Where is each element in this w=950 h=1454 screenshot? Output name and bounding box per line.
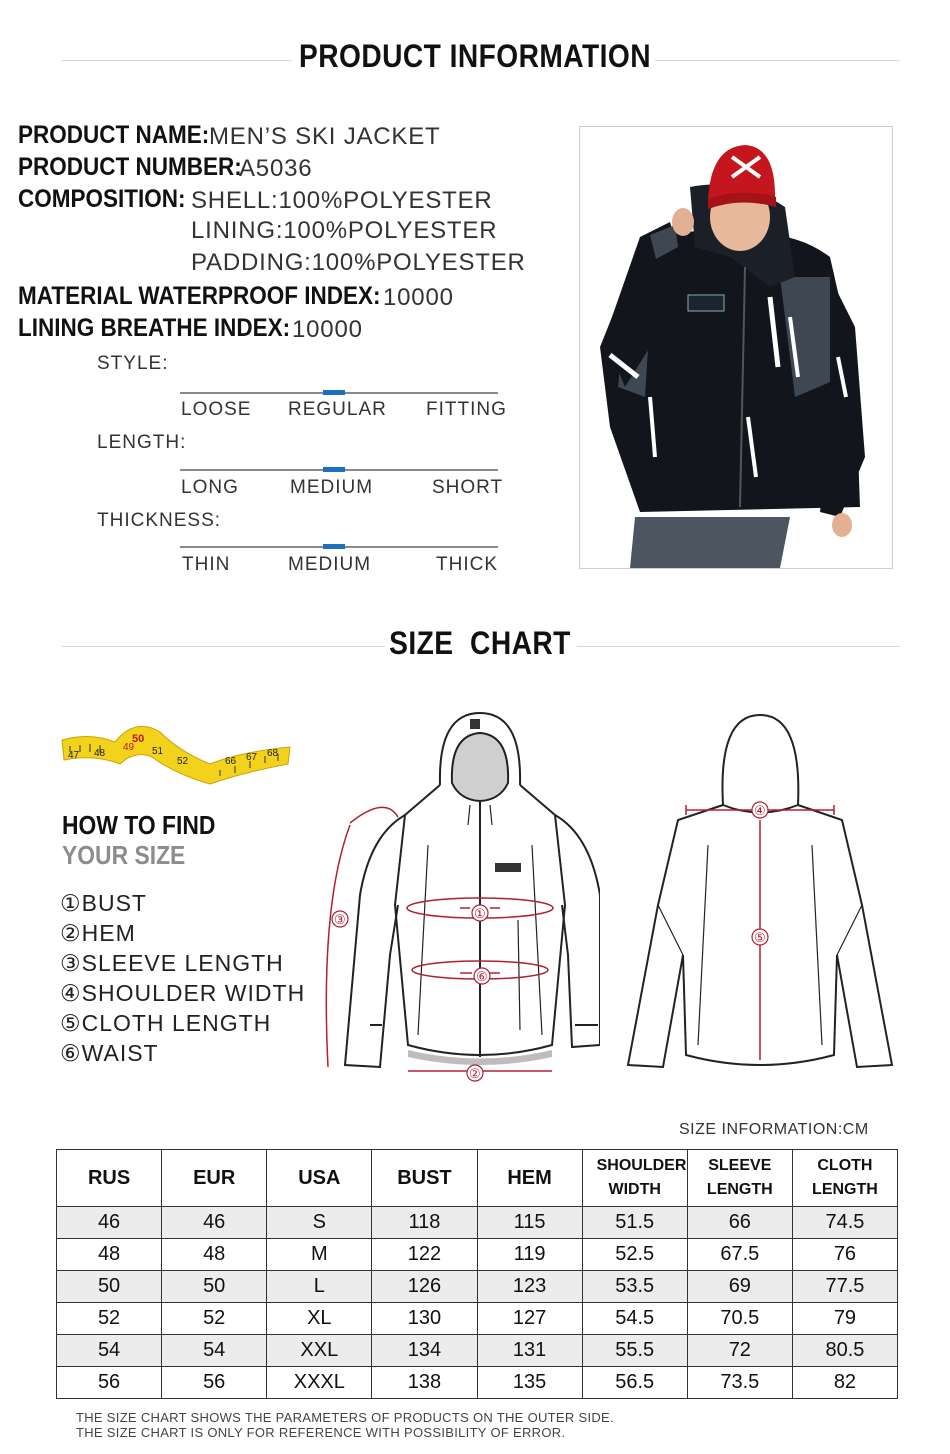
cell-cloth-length: 80.5 bbox=[792, 1335, 897, 1367]
cell-rus: 50 bbox=[57, 1271, 162, 1303]
cell-rus: 56 bbox=[57, 1367, 162, 1399]
tape-number-47: 47 bbox=[68, 750, 80, 761]
footnote-outer-side: THE SIZE CHART SHOWS THE PARAMETERS OF PRODUCTS ON THE OUTER SIDE. bbox=[76, 1410, 614, 1425]
title-rule-left bbox=[62, 60, 292, 61]
cell-sleeve-length: 66 bbox=[687, 1207, 792, 1239]
product-number-value: A5036 bbox=[239, 155, 313, 182]
ski-jacket-model-illustration bbox=[580, 127, 892, 568]
tape-number-49: 49 bbox=[123, 742, 135, 753]
composition-shell: SHELL:100%POLYESTER bbox=[191, 187, 493, 214]
cell-bust: 138 bbox=[372, 1367, 477, 1399]
cell-shoulder-width: 55.5 bbox=[582, 1335, 687, 1367]
jacket-front-diagram bbox=[310, 705, 600, 1090]
cell-sleeve-length: 72 bbox=[687, 1335, 792, 1367]
cell-shoulder-width: 51.5 bbox=[582, 1207, 687, 1239]
marker-shoulder-back: ④ bbox=[754, 803, 766, 818]
cell-bust: 126 bbox=[372, 1271, 477, 1303]
cell-shoulder-width: 53.5 bbox=[582, 1271, 687, 1303]
tape-number-48: 48 bbox=[94, 748, 106, 759]
cell-shoulder-width: 54.5 bbox=[582, 1303, 687, 1335]
measuring-tape bbox=[60, 712, 292, 790]
cell-cloth-length: 74.5 bbox=[792, 1207, 897, 1239]
header-eur: EUR bbox=[162, 1150, 267, 1207]
tape-number-66: 66 bbox=[225, 756, 237, 767]
footnote-reference: THE SIZE CHART IS ONLY FOR REFERENCE WITH POSSIBILITY OF ERROR. bbox=[76, 1425, 566, 1440]
table-row bbox=[57, 1239, 898, 1271]
measure-hem: ②HEM bbox=[60, 920, 136, 946]
size-unit-note: SIZE INFORMATION:CM bbox=[679, 1121, 869, 1138]
table-row bbox=[57, 1303, 898, 1335]
header-shoulder-width: SHOULDER WIDTH bbox=[582, 1150, 687, 1207]
size-table-header-row bbox=[57, 1150, 898, 1207]
title-rule-right bbox=[655, 60, 900, 61]
header-usa: USA bbox=[267, 1150, 372, 1207]
tape-number-50: 50 bbox=[132, 733, 145, 745]
your-size-heading: YOUR SIZE bbox=[62, 840, 186, 870]
cell-eur: 56 bbox=[162, 1367, 267, 1399]
table-row bbox=[57, 1335, 898, 1367]
cell-usa: XXL bbox=[267, 1335, 372, 1367]
cell-sleeve-length: 73.5 bbox=[687, 1367, 792, 1399]
marker-sleeve-front: ③ bbox=[334, 912, 346, 927]
style-option-loose: LOOSE bbox=[181, 399, 252, 420]
cell-hem: 131 bbox=[477, 1335, 582, 1367]
cell-rus: 48 bbox=[57, 1239, 162, 1271]
thickness-option-thin: THIN bbox=[182, 554, 231, 575]
measure-shoulder-width: ④SHOULDER WIDTH bbox=[60, 980, 306, 1006]
cell-usa: M bbox=[267, 1239, 372, 1271]
cell-bust: 118 bbox=[372, 1207, 477, 1239]
measure-cloth-length: ⑤CLOTH LENGTH bbox=[60, 1010, 272, 1036]
measure-sleeve-length: ③SLEEVE LENGTH bbox=[60, 950, 284, 976]
cell-sleeve-length: 69 bbox=[687, 1271, 792, 1303]
cell-hem: 119 bbox=[477, 1239, 582, 1271]
cell-sleeve-length: 70.5 bbox=[687, 1303, 792, 1335]
tape-number-51: 51 bbox=[152, 746, 164, 757]
measure-bust: ①BUST bbox=[60, 890, 147, 916]
cell-hem: 135 bbox=[477, 1367, 582, 1399]
style-option-fitting: FITTING bbox=[426, 399, 507, 420]
size-chart-title: SIZE CHART bbox=[389, 625, 571, 661]
cell-eur: 52 bbox=[162, 1303, 267, 1335]
cell-usa: S bbox=[267, 1207, 372, 1239]
cell-eur: 54 bbox=[162, 1335, 267, 1367]
cell-hem: 127 bbox=[477, 1303, 582, 1335]
cell-rus: 52 bbox=[57, 1303, 162, 1335]
style-scale-title: STYLE: bbox=[97, 353, 169, 374]
cell-bust: 134 bbox=[372, 1335, 477, 1367]
product-photo bbox=[579, 126, 893, 569]
thickness-option-thick: THICK bbox=[436, 554, 498, 575]
style-selected-marker bbox=[323, 390, 345, 395]
breathe-key: LINING BREATHE INDEX: bbox=[18, 314, 291, 342]
cell-sleeve-length: 67.5 bbox=[687, 1239, 792, 1271]
header-bust: BUST bbox=[372, 1150, 477, 1207]
cell-eur: 48 bbox=[162, 1239, 267, 1271]
length-option-short: SHORT bbox=[432, 477, 504, 498]
marker-hem-front: ② bbox=[469, 1066, 481, 1081]
waterproof-value: 10000 bbox=[383, 284, 454, 311]
table-row bbox=[57, 1271, 898, 1303]
table-row bbox=[57, 1207, 898, 1239]
cell-cloth-length: 77.5 bbox=[792, 1271, 897, 1303]
table-row bbox=[57, 1367, 898, 1399]
size-table-body bbox=[57, 1207, 898, 1399]
style-option-regular: REGULAR bbox=[288, 399, 387, 420]
header-hem: HEM bbox=[477, 1150, 582, 1207]
product-info-title: PRODUCT INFORMATION bbox=[299, 38, 651, 74]
tape-number-68: 68 bbox=[267, 748, 279, 759]
cell-shoulder-width: 56.5 bbox=[582, 1367, 687, 1399]
cell-eur: 46 bbox=[162, 1207, 267, 1239]
measuring-tape-icon bbox=[60, 712, 292, 790]
cell-hem: 115 bbox=[477, 1207, 582, 1239]
thickness-selected-marker bbox=[323, 544, 345, 549]
length-selected-marker bbox=[323, 467, 345, 472]
measure-waist: ⑥WAIST bbox=[60, 1040, 159, 1066]
breathe-value: 10000 bbox=[292, 316, 363, 343]
composition-padding: PADDING:100%POLYESTER bbox=[191, 249, 526, 276]
cell-cloth-length: 82 bbox=[792, 1367, 897, 1399]
cell-bust: 130 bbox=[372, 1303, 477, 1335]
cell-usa: L bbox=[267, 1271, 372, 1303]
cell-rus: 46 bbox=[57, 1207, 162, 1239]
how-to-find-heading: HOW TO FIND bbox=[62, 810, 216, 840]
cell-eur: 50 bbox=[162, 1271, 267, 1303]
jacket-back-diagram bbox=[618, 705, 908, 1090]
header-rus: RUS bbox=[57, 1150, 162, 1207]
thickness-option-medium: MEDIUM bbox=[288, 554, 372, 575]
cell-hem: 123 bbox=[477, 1271, 582, 1303]
size-table bbox=[56, 1149, 898, 1399]
length-scale-title: LENGTH: bbox=[97, 432, 187, 453]
product-number-key: PRODUCT NUMBER: bbox=[18, 153, 242, 181]
cell-shoulder-width: 52.5 bbox=[582, 1239, 687, 1271]
composition-key: COMPOSITION: bbox=[18, 185, 186, 213]
cell-usa: XXXL bbox=[267, 1367, 372, 1399]
header-sleeve-length: SLEEVE LENGTH bbox=[687, 1150, 792, 1207]
cell-bust: 122 bbox=[372, 1239, 477, 1271]
size-rule-right bbox=[577, 646, 900, 647]
length-option-medium: MEDIUM bbox=[290, 477, 374, 498]
product-name-value: MEN’S SKI JACKET bbox=[209, 123, 441, 150]
composition-lining: LINING:100%POLYESTER bbox=[191, 217, 498, 244]
waterproof-key: MATERIAL WATERPROOF INDEX: bbox=[18, 282, 381, 310]
size-rule-left bbox=[62, 646, 385, 647]
cell-cloth-length: 79 bbox=[792, 1303, 897, 1335]
length-option-long: LONG bbox=[181, 477, 239, 498]
marker-length-back: ⑤ bbox=[754, 930, 766, 945]
marker-bust-front: ① bbox=[474, 906, 486, 921]
header-cloth-length: CLOTH LENGTH bbox=[792, 1150, 897, 1207]
product-name-key: PRODUCT NAME: bbox=[18, 121, 210, 149]
marker-waist-front: ⑥ bbox=[476, 969, 488, 984]
thickness-scale-title: THICKNESS: bbox=[97, 510, 222, 531]
cell-rus: 54 bbox=[57, 1335, 162, 1367]
tape-number-52: 52 bbox=[177, 756, 189, 767]
cell-usa: XL bbox=[267, 1303, 372, 1335]
cell-cloth-length: 76 bbox=[792, 1239, 897, 1271]
tape-number-67: 67 bbox=[246, 752, 258, 763]
